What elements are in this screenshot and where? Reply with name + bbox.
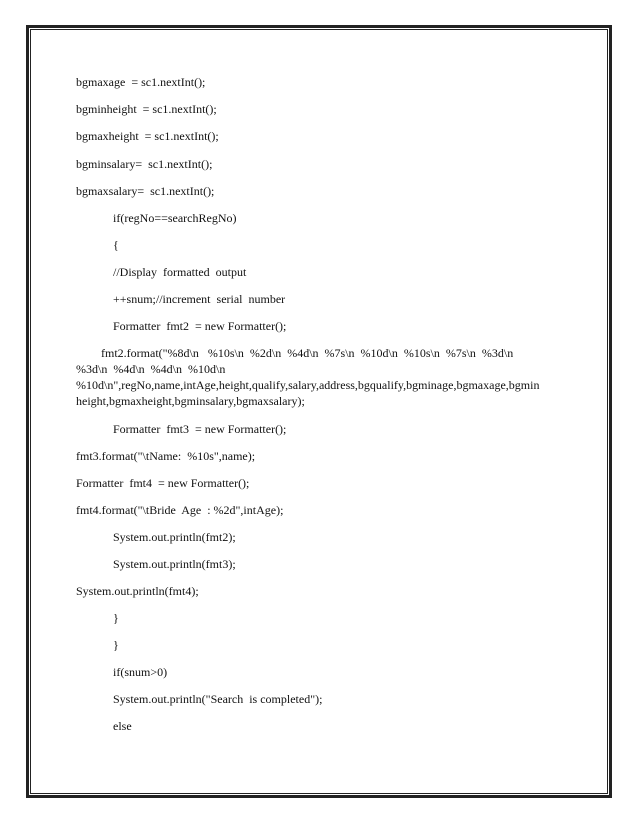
code-line: bgminsalary= sc1.nextInt(); [76,157,213,171]
code-line: System.out.println(fmt3); [113,557,236,571]
code-line: { [113,238,119,252]
code-line: bgmaxheight = sc1.nextInt(); [76,129,219,143]
code-line: fmt4.format("\tBride Age : %2d",intAge); [76,503,284,517]
code-line: fmt3.format("\tName: %10s",name); [76,449,256,463]
code-line: System.out.println(fmt2); [113,530,236,544]
code-line: if(regNo==searchRegNo) [113,211,237,225]
code-line: Formatter fmt2 = new Formatter(); [113,319,287,333]
code-line: %3d\n %4d\n %4d\n %10d\n [76,362,226,376]
code-line: height,bgmaxheight,bgminsalary,bgmaxsalary); [76,394,305,408]
code-line: bgmaxage = sc1.nextInt(); [76,75,206,89]
code-line: System.out.println(fmt4); [76,584,199,598]
code-line: if(snum>0) [113,665,168,679]
code-line: System.out.println("Search is completed"); [113,692,323,706]
code-line: bgminheight = sc1.nextInt(); [76,102,217,116]
code-line: bgmaxsalary= sc1.nextInt(); [76,184,215,198]
code-line: ++snum;//increment serial number [113,292,286,306]
code-line: } [113,638,119,652]
code-line: %10d\n",regNo,name,intAge,height,qualify,salary,address,bgqualify,bgminage,bgmaxage,bgmin [76,378,540,392]
code-line: } [113,611,119,625]
code-line: fmt2.format("%8d\n %10s\n %2d\n %4d\n %7s\n %10d\n %10s\n %7s\n %3d\n [101,346,514,360]
code-line: else [113,719,132,733]
code-line: Formatter fmt4 = new Formatter(); [76,476,250,490]
code-line: Formatter fmt3 = new Formatter(); [113,422,287,436]
code-line: //Display formatted output [113,265,247,279]
